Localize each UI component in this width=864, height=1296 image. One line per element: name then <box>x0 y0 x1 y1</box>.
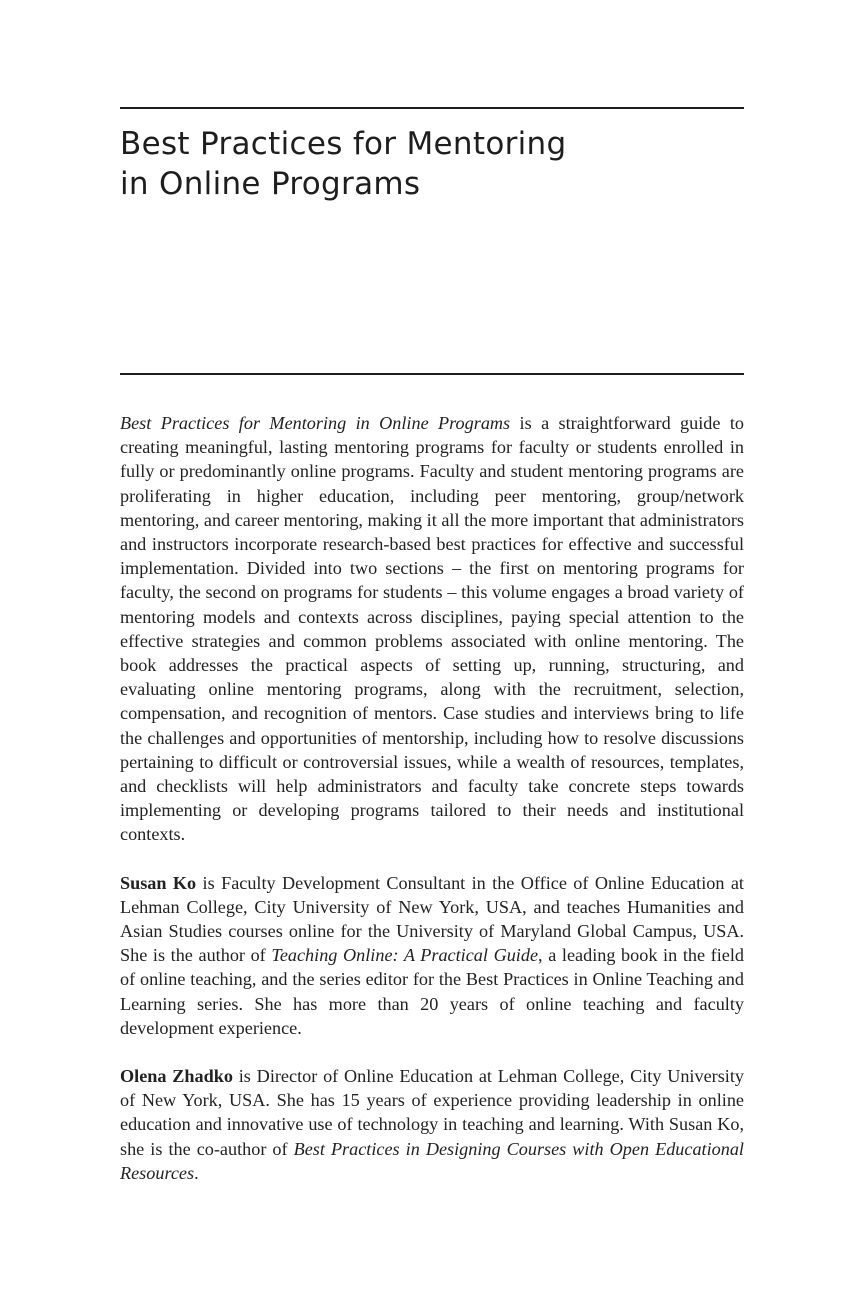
book-title-italic: Best Practices for Mentoring in Online Programs <box>120 413 511 433</box>
book-title-line-1: Best Practices for Mentoring <box>120 126 567 162</box>
book-summary-paragraph <box>120 411 744 847</box>
author-name: Olena Zhadko <box>120 1066 233 1087</box>
book-title-line-2: in Online Programs <box>120 166 421 202</box>
book-description-block <box>120 411 744 1209</box>
author-bio-text: is Director of Online Education at Lehman College, City University of New York, USA. She has 15 years of experience providing leadership in online education and innovative use of technology in teaching and learning. With Susan Ko, she is the co-author of <box>120 1066 744 1159</box>
book-title <box>120 124 744 204</box>
author-bio-text: , a leading book in the field of online teaching, and the series editor for the Best Practices in Online Teaching and Learning series. She has more than 20 years of online teaching and faculty development experience. <box>120 945 744 1038</box>
author-name: Susan Ko <box>120 872 197 893</box>
author-bio-olena-zhadko <box>120 1064 744 1185</box>
author-book-title: Best Practices in Designing Courses with Open Educational Resources <box>120 1138 744 1183</box>
bottom-rule-divider <box>120 373 744 375</box>
author-bio-text: is Faculty Development Consultant in the Office of Online Education at Lehman College, City University of New York, USA, and teaches Humanities and Asian Studies courses online for the University of Maryland Global Campus, USA. She is the author of <box>120 872 744 966</box>
author-bio-text: . <box>194 1162 199 1183</box>
author-book-title: Teaching Online: A Practical Guide <box>271 945 539 966</box>
book-summary-text: is a straightforward guide to creating meaningful, lasting mentoring programs for faculty or students enrolled in fully or predominantly online programs. Faculty and student mentoring programs are proliferating in higher education, including peer mentoring, group/network mentoring, and career mentoring, making it all the more important that administrators and instructors incorporate research-based best practices for effective and successful implementation. Divided into two sections – the first on mentoring programs for faculty, the second on programs for students – this volume engages a broad variety of mentoring models and contexts across disciplines, paying special attention to the effective strategies and common problems associated with online mentoring. The book addresses the practical aspects of setting up, running, structuring, and evaluating online mentoring programs, along with the recruitment, selection, compensation, and recognition of mentors. Case studies and interviews bring to life the challenges and opportunities of mentorship, including how to resolve discussions pertaining to difficult or controversial issues, while a wealth of resources, templates, and checklists will help administrators and faculty take concrete steps towards implementing or developing programs tailored to their needs and institutional contexts. <box>120 413 745 845</box>
top-rule-divider <box>120 107 744 109</box>
author-bio-susan-ko <box>120 871 744 1040</box>
